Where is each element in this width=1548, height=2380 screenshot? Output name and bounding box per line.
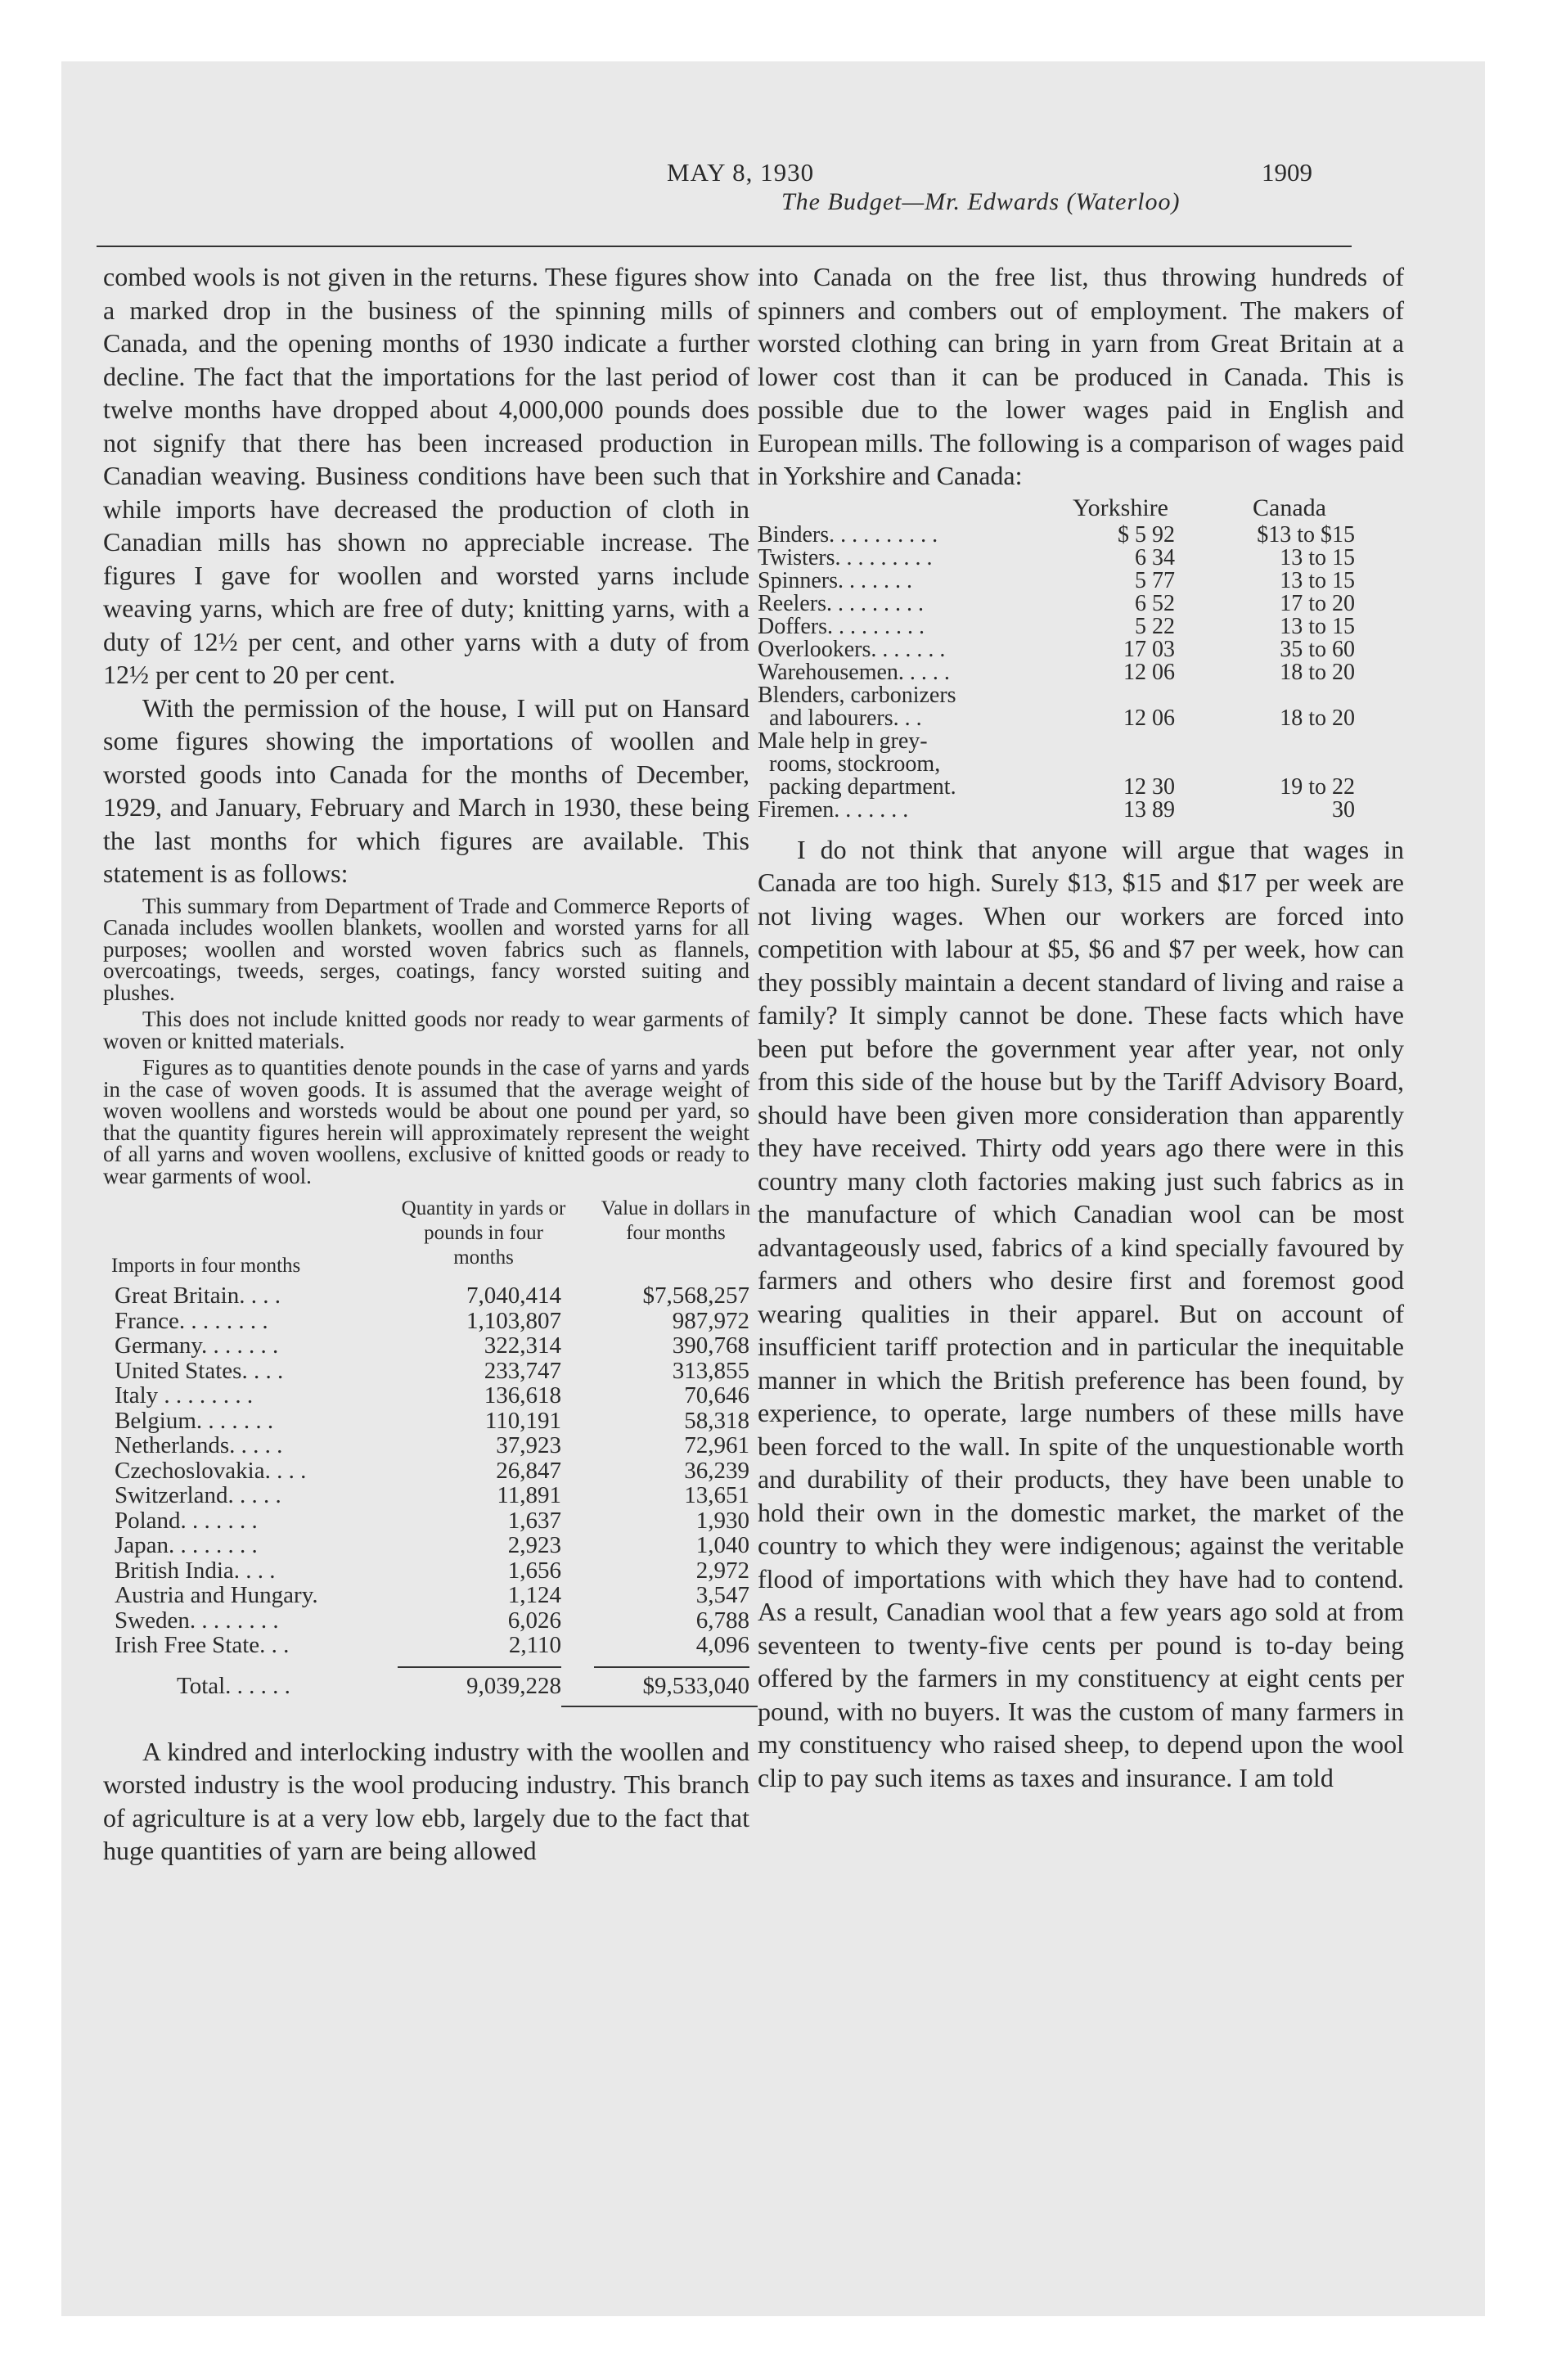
canada-wage: 13 to 15	[1280, 544, 1355, 570]
table-row	[103, 1359, 749, 1384]
import-quantity: 322,314	[484, 1332, 561, 1359]
import-value: 4,096	[695, 1632, 749, 1658]
summary-paragraph-2: This does not include knitted goods nor ready to wear garments of woven or knitted materials.	[103, 1007, 749, 1053]
table-row	[103, 1433, 749, 1458]
right-column	[758, 260, 1404, 1794]
table-row	[758, 567, 1404, 593]
table-row	[103, 1508, 749, 1534]
canada-wage: 13 to 15	[1280, 613, 1355, 639]
import-value: 313,855	[672, 1357, 749, 1384]
table-row	[758, 684, 1404, 730]
country-name: Italy . . . . . . . .	[115, 1382, 254, 1409]
wages-table	[758, 493, 1404, 822]
occupation-label: Reelers. . . . . . . . .	[758, 590, 924, 616]
import-value: 390,768	[672, 1332, 749, 1359]
canada-wage: 18 to 20	[1280, 705, 1355, 731]
table-row	[758, 638, 1404, 661]
table-row	[758, 661, 1404, 684]
import-quantity: 1,637	[507, 1507, 561, 1534]
table-row	[103, 1383, 749, 1409]
imports-table-body	[103, 1283, 749, 1658]
import-quantity: 1,124	[507, 1582, 561, 1608]
yorkshire-wage: $ 5 92	[1118, 521, 1175, 548]
country-name: Sweden. . . . . . . .	[115, 1607, 279, 1634]
table-row	[103, 1309, 749, 1334]
table-row	[103, 1633, 749, 1658]
table-row	[103, 1409, 749, 1434]
canada-wage: $13 to $15	[1257, 521, 1355, 548]
left-paragraph-2: With the permission of the house, I will put on Hansard some figures showing the importations of woollen and worsted goods into Canada for the months of December, 1929, and January, February and March in 1930, these being the last months for which figures are available. This statement is as follows:	[103, 692, 749, 888]
occupation-label: Warehousemen. . . . .	[758, 659, 950, 685]
occupation-label: Firemen. . . . . . .	[758, 796, 909, 823]
import-value: 36,239	[684, 1457, 749, 1484]
right-paragraph-1: into Canada on the free list, thus throwing hundreds of spinners and combers out of employment. The makers of worsted clothing can bring in yarn from Great Britain at a lower cost than it can be produced in Canada. This is possible due to the lower wages paid in English and European mills. The following is a comparison of wages paid in Yorkshire and Canada:	[758, 262, 1404, 490]
header-rule	[97, 246, 1352, 247]
yorkshire-wage: 5 77	[1135, 567, 1175, 593]
imports-col-header-value: Value in dollars in four months	[601, 1197, 751, 1244]
yorkshire-wage: 5 22	[1135, 613, 1175, 639]
imports-col-header-quantity: Quantity in yards or pounds in four months	[401, 1197, 566, 1269]
left-paragraph-3: A kindred and interlocking industry with the woollen and worsted industry is the wool producing industry. This branch of agriculture is at a very low ebb, largely due to the fact that huge quantities of yarn are being allowed	[103, 1736, 749, 1865]
import-value: 58,318	[684, 1407, 749, 1434]
import-value: 1,040	[695, 1532, 749, 1558]
wages-col-header-canada: Canada	[1253, 494, 1326, 521]
yorkshire-wage: 13 89	[1123, 796, 1175, 823]
table-row	[758, 521, 1404, 548]
table-row	[758, 544, 1404, 570]
canada-wage: 35 to 60	[1280, 636, 1355, 662]
header-subtitle: The Budget—Mr. Edwards (Waterloo)	[781, 188, 1181, 215]
table-row	[758, 730, 1404, 799]
yorkshire-wage: 12 06	[1123, 705, 1175, 731]
occupation-label: Doffers. . . . . . . . .	[758, 613, 925, 639]
canada-wage: 17 to 20	[1280, 590, 1355, 616]
import-quantity: 110,191	[484, 1407, 561, 1434]
table-row	[103, 1583, 749, 1608]
country-name: Germany. . . . . . .	[115, 1332, 279, 1359]
country-name: British India. . . .	[115, 1557, 276, 1584]
country-name: United States. . . .	[115, 1357, 284, 1384]
imports-table	[103, 1197, 749, 1702]
import-quantity: 37,923	[496, 1432, 561, 1458]
import-value: 72,961	[684, 1432, 749, 1458]
import-quantity: 6,026	[507, 1607, 561, 1634]
page-number: 1909	[1262, 158, 1312, 187]
import-quantity: 2,923	[507, 1532, 561, 1558]
occupation-label: Binders. . . . . . . . . .	[758, 521, 938, 548]
import-value: 70,646	[684, 1382, 749, 1409]
table-row	[758, 796, 1404, 823]
import-value: $7,568,257	[642, 1282, 749, 1309]
import-value: 1,930	[695, 1507, 749, 1534]
header-date: MAY 8, 1930	[667, 158, 815, 187]
table-row	[103, 1533, 749, 1558]
table-row	[103, 1283, 749, 1309]
yorkshire-wage: 6 52	[1135, 590, 1175, 616]
imports-table-header	[103, 1197, 749, 1283]
imports-total-row	[103, 1670, 749, 1702]
occupation-label: Twisters. . . . . . . . .	[758, 544, 933, 570]
occupation-label: Spinners. . . . . . .	[758, 567, 912, 593]
import-value: 3,547	[695, 1582, 749, 1608]
country-name: France. . . . . . . .	[115, 1307, 268, 1334]
wages-table-body	[758, 521, 1404, 823]
wages-table-header	[758, 493, 1404, 524]
yorkshire-wage: 6 34	[1135, 544, 1175, 570]
import-value: 2,972	[695, 1557, 749, 1584]
summary-paragraph-1: This summary from Department of Trade and Commerce Reports of Canada includes woollen blankets, woollen and worsted yarns for all purposes; woollen and worsted woven fabrics such as flannels, overcoatings, tweeds, serges, coatings, fancy worsted suiting and plushes.	[103, 893, 749, 1005]
country-name: Austria and Hungary.	[115, 1582, 318, 1608]
import-quantity: 7,040,414	[466, 1282, 561, 1309]
canada-wage: 19 to 22	[1280, 773, 1355, 800]
table-row	[103, 1558, 749, 1584]
summary-paragraph-3: Figures as to quantities denote pounds in the case of yarns and yards in the case of woven goods. It is assumed that the average weight of woven woollens and worsteds would be about one pound per yard, so that the quantity figures herein will approximately represent the weight of all yarns and woven woollens, exclusive of knitted goods or ready to wear garments of wool.	[103, 1055, 749, 1188]
country-name: Irish Free State. . .	[115, 1632, 290, 1658]
import-value: 987,972	[672, 1307, 749, 1334]
import-value: 6,788	[695, 1607, 749, 1634]
table-row	[103, 1458, 749, 1484]
wages-col-header-yorkshire: Yorkshire	[1073, 494, 1168, 521]
imports-col-header-country: Imports in four months	[111, 1255, 301, 1277]
occupation-label: Male help in grey- rooms, stockroom, packing department.	[758, 728, 956, 800]
canada-wage: 13 to 15	[1280, 567, 1355, 593]
total-label: Total. . . . . .	[177, 1672, 290, 1699]
occupation-label: Blenders, carbonizers and labourers. . .	[758, 682, 956, 731]
occupation-label: Overlookers. . . . . . .	[758, 636, 946, 662]
left-paragraph-1: combed wools is not given in the returns. These figures show a marked drop in the business of the spinning mills of Canada, and the opening months of 1930 indicate a further decline. The fact that the importations for the last period of twelve months have dropped about 4,000,000 pounds does not signify that there has been increased production in Canadian weaving. Business conditions have been such that while imports have decreased the production of cloth in Canadian mills has shown no appreciable increase. The figures I gave for woollen and worsted yarns include weaving yarns, which are free of duty; knitting yarns, with a duty of 12½ per cent, and other yarns with a duty of from 12½ per cent to 20 per cent.	[103, 262, 749, 689]
country-name: Netherlands. . . . .	[115, 1432, 283, 1458]
right-paragraph-2: I do not think that anyone will argue that wages in Canada are too high. Surely $13, $15 and $17 per week are not living wages. When our workers are forced into competition with labour at $5, $6 and $7 per week, how can they possibly maintain a decent standard of living and raise a family? It simply cannot be done. These facts which have been put before the government year after year, not only from this side of the house but by the Tariff Advisory Board, should have been given more consideration than apparently they have received. Thirty odd years ago there were in this country many cloth factories making just such fabrics as in the manufacture of which Canadian wool can be most advantageously used, fabrics of a kind specially favoured by farmers and others who desire first and foremost good wearing qualities in their apparel. But on account of insufficient tariff protection and in particular the inequitable manner in which the British preference has been found, by experience, to operate, large numbers of these mills have been forced to the wall. In spite of the unquestionable worth and durability of their products, they have been unable to hold their own in the domestic market, the market of the country to which they were indigenous; against the veritable flood of importations with which they have had to contend. As a result, Canadian wool that a few years ago sold at from seventeen to twenty-five cents per pound is to-day being offered by the farmers in my constituency at eight cents per pound, with no buyers. It was the custom of many farmers in my constituency who raised sheep, to depend upon the wool clip to pay such items as taxes and insurance. I am told	[758, 834, 1404, 1792]
left-column	[103, 260, 749, 1868]
import-quantity: 1,103,807	[466, 1307, 561, 1334]
yorkshire-wage: 12 30	[1123, 773, 1175, 800]
import-quantity: 136,618	[484, 1382, 561, 1409]
total-quantity: 9,039,228	[466, 1672, 561, 1699]
import-quantity: 26,847	[496, 1457, 561, 1484]
country-name: Great Britain. . . .	[115, 1282, 281, 1309]
table-row	[103, 1608, 749, 1634]
country-name: Czechoslovakia. . . .	[115, 1457, 307, 1484]
table-row	[103, 1483, 749, 1508]
table-row	[758, 615, 1404, 638]
yorkshire-wage: 12 06	[1123, 659, 1175, 685]
canada-wage: 30	[1332, 796, 1355, 823]
table-row	[103, 1333, 749, 1359]
total-value: $9,533,040	[642, 1672, 749, 1699]
import-quantity: 11,891	[497, 1482, 561, 1508]
country-name: Switzerland. . . . .	[115, 1482, 281, 1508]
canada-wage: 18 to 20	[1280, 659, 1355, 685]
import-value: 13,651	[684, 1482, 749, 1508]
import-quantity: 233,747	[484, 1357, 561, 1384]
country-name: Belgium. . . . . . .	[115, 1407, 274, 1434]
country-name: Poland. . . . . . .	[115, 1507, 258, 1534]
import-quantity: 2,110	[508, 1632, 561, 1658]
import-quantity: 1,656	[507, 1557, 561, 1584]
country-name: Japan. . . . . . . .	[115, 1532, 258, 1558]
yorkshire-wage: 17 03	[1123, 636, 1175, 662]
table-row	[758, 590, 1404, 616]
